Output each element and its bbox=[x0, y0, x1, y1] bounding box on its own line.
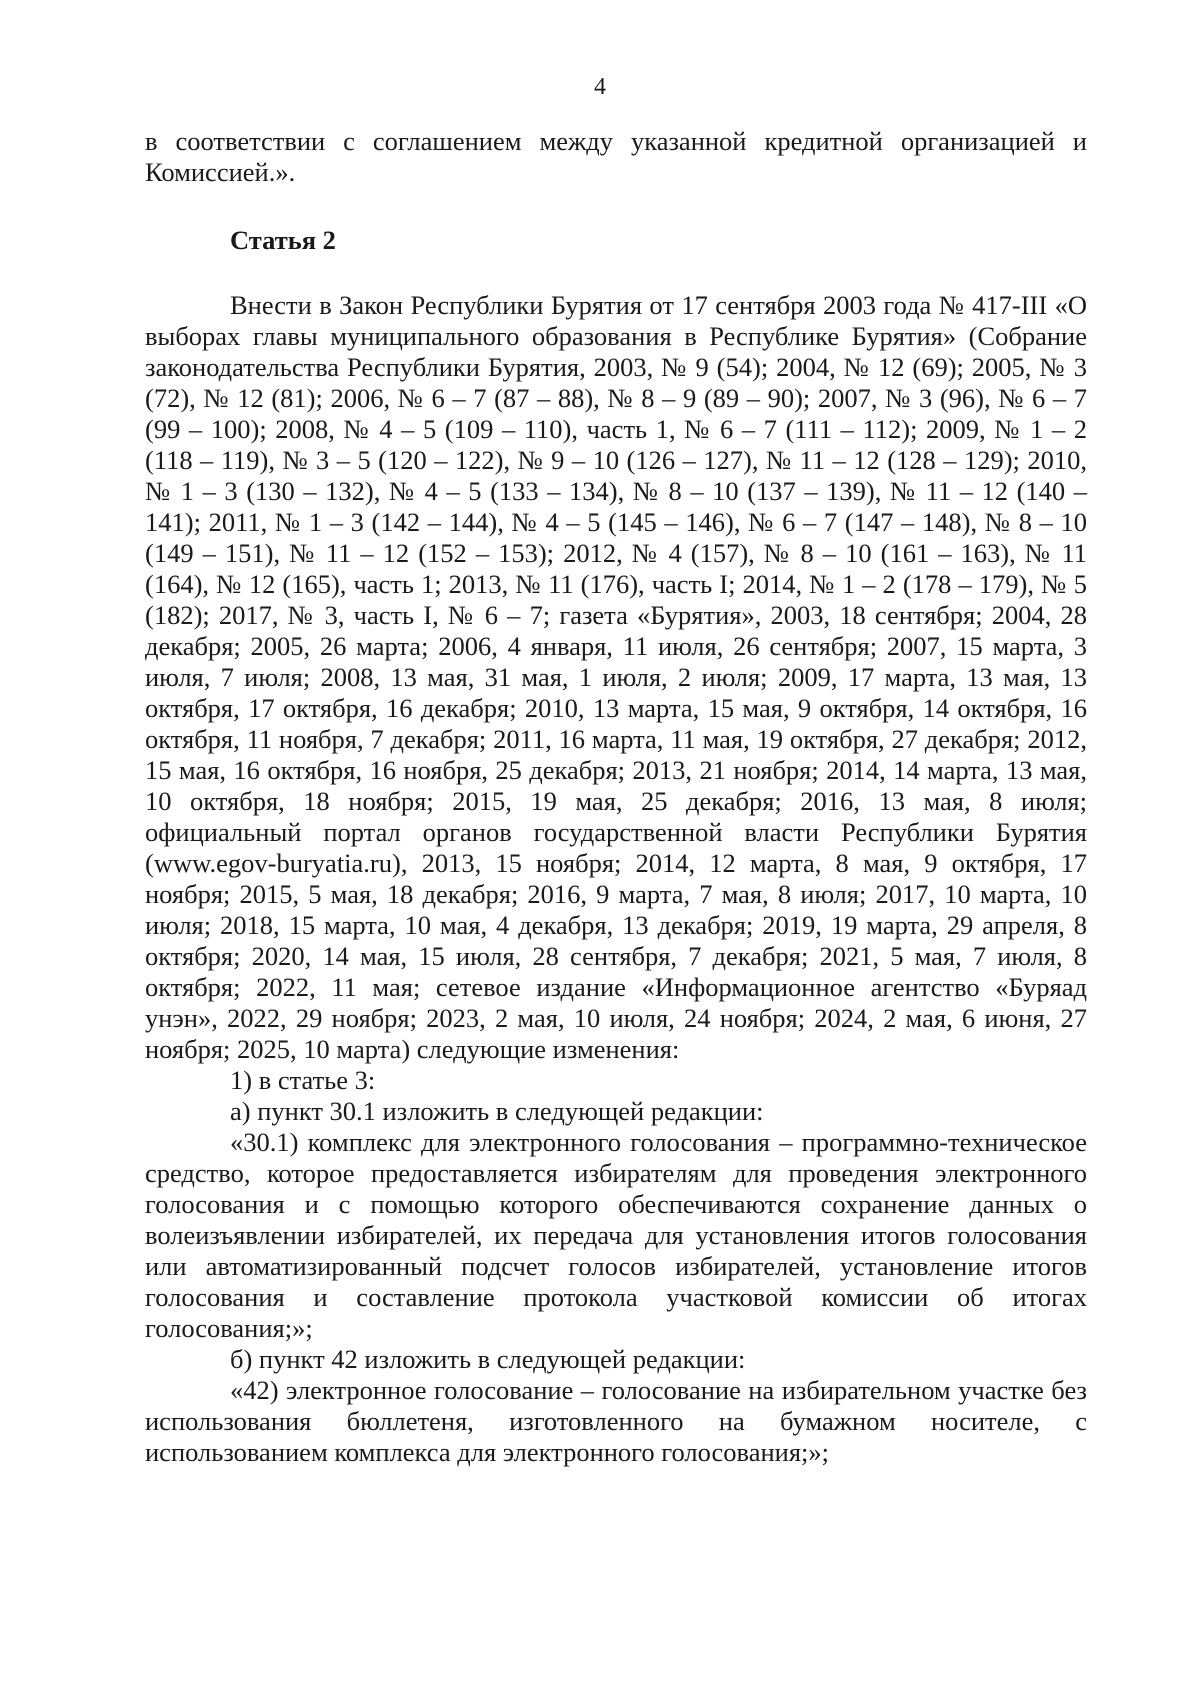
intro-paragraph: в соответствии с соглашением между указанной кредитной организацией и Комиссией.». bbox=[145, 126, 1087, 187]
article-title: Статья 2 bbox=[230, 225, 336, 255]
page-number: 4 bbox=[594, 74, 606, 100]
article-item-1: 1) в статье 3: bbox=[230, 1065, 376, 1095]
article-item-b-text: «42) электронное голосование – голосование на избирательном участке без использования бюллетеня, изготовленного на бумажном носителе, с использованием комплекса для электронного голосования;»; bbox=[145, 1375, 1087, 1467]
article-item-b: б) пункт 42 изложить в следующей редакции: bbox=[230, 1344, 746, 1374]
article-main-paragraph: Внести в Закон Республики Бурятия от 17 сентября 2003 года № 417-III «О выборах главы муниципального образования в Республике Бурятия» (Собрание законодательства Республики Бурятия, 2003, № 9 (54); 2004, № 12 (69); 2005, № 3 (72), № 12 (81); 2006, № 6 – 7 (87 – 88), № 8 – 9 (89 – 90); 2007, № 3 (96), № 6 – 7 (99 – 100); 2008, № 4 – 5 (109 – 110), часть 1, № 6 – 7 (111 – 112); 2009, № 1 – 2 (118 – 119), № 3 – 5 (120 – 122), № 9 – 10 (126 – 127), № 11 – 12 (128 – 129); 2010, № 1 – 3 (130 – 132), № 4 – 5 (133 – 134), № 8 – 10 (137 – 139), № 11 – 12 (140 – 141); 2011, № 1 – 3 (142 – 144), № 4 – 5 (145 – 146), № 6 – 7 (147 – 148), № 8 – 10 (149 – 151), № 11 – 12 (152 – 153); 2012, № 4 (157), № 8 – 10 (161 – 163), № 11 (164), № 12 (165), часть 1; 2013, № 11 (176), часть I; 2014, № 1 – 2 (178 – 179), № 5 (182); 2017, № 3, часть I, № 6 – 7; газета «Бурятия», 2003, 18 сентября; 2004, 28 декабря; 2005, 26 марта; 2006, 4 января, 11 июля, 26 сентября; 2007, 15 марта, 3 июля, 7 июля; 2008, 13 мая, 31 мая, 1 июля, 2 июля; 2009, 17 марта, 13 мая, 13 октября, 17 октября, 16 декабря; 2010, 13 марта, 15 мая, 9 октября, 14 октября, 16 октября, 11 ноября, 7 декабря; 2011, 16 марта, 11 мая, 19 октября, 27 декабря; 2012, 15 мая, 16 октября, 16 ноября, 25 декабря; 2013, 21 ноября; 2014, 14 марта, 13 мая, 10 октября, 18 ноября; 2015, 19 мая, 25 декабря; 2016, 13 мая, 8 июля; официальный портал органов государственной власти Республики Бурятия (www.egov-buryatia.ru), 2013, 15 ноября; 2014, 12 марта, 8 мая, 9 октября, 17 ноября; 2015, 5 мая, 18 декабря; 2016, 9 марта, 7 мая, 8 июля; 2017, 10 марта, 10 июля; 2018, 15 марта, 10 мая, 4 декабря, 13 декабря; 2019, 19 марта, 29 апреля, 8 октября; 2020, 14 мая, 15 июля, 28 сентября, 7 декабря; 2021, 5 мая, 7 июля, 8 октября; 2022, 11 мая; сетевое издание «Информационное агентство «Буряад унэн», 2022, 29 ноября; 2023, 2 мая, 10 июля, 24 ноября; 2024, 2 мая, 6 июня, 27 ноября; 2025, 10 марта) следующие изменения: bbox=[145, 290, 1087, 1064]
article-item-a: а) пункт 30.1 изложить в следующей редакции: bbox=[230, 1096, 764, 1126]
document-body bbox=[145, 126, 1087, 1468]
article-item-a-text: «30.1) комплекс для электронного голосования – программно-техническое средство, которое предоставляется избирателям для проведения электронного голосования и с помощью которого обеспечиваются сохранение данных о волеизъявлении избирателей, их передача для установления итогов голосования или автоматизированный подсчет голосов избирателей, установление итогов голосования и составление протокола участковой комиссии об итогах голосования;»; bbox=[145, 1127, 1087, 1343]
